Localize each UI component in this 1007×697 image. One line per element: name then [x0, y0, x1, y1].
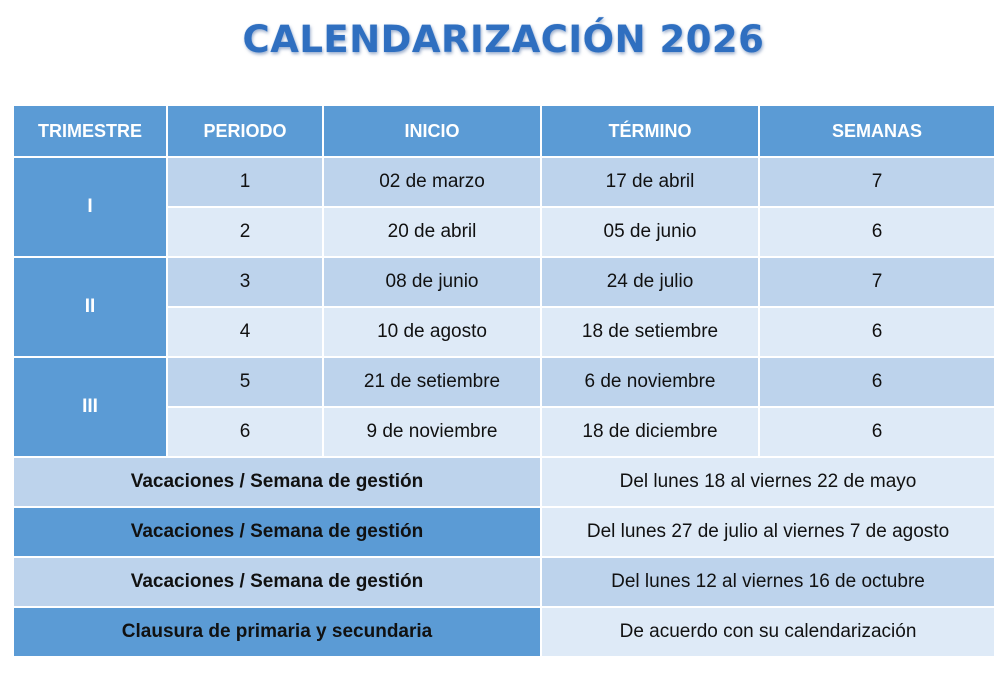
semanas-cell: 7 [759, 157, 995, 207]
semanas-cell: 6 [759, 307, 995, 357]
header-inicio: INICIO [323, 105, 541, 157]
event-row [13, 507, 995, 557]
semanas-cell: 6 [759, 407, 995, 457]
inicio-cell: 10 de agosto [323, 307, 541, 357]
event-row [13, 607, 995, 657]
event-row [13, 557, 995, 607]
event-value: De acuerdo con su calendarización [541, 607, 995, 657]
inicio-cell: 08 de junio [323, 257, 541, 307]
table-row [13, 357, 995, 407]
calendar-table [12, 104, 996, 658]
inicio-cell: 02 de marzo [323, 157, 541, 207]
termino-cell: 05 de junio [541, 207, 759, 257]
event-value: Del lunes 27 de julio al viernes 7 de agosto [541, 507, 995, 557]
table-row [13, 257, 995, 307]
event-row [13, 457, 995, 507]
termino-cell: 18 de diciembre [541, 407, 759, 457]
header-trimestre: TRIMESTRE [13, 105, 167, 157]
trimester-cell: III [13, 357, 167, 457]
header-termino: TÉRMINO [541, 105, 759, 157]
semanas-cell: 7 [759, 257, 995, 307]
event-value: Del lunes 18 al viernes 22 de mayo [541, 457, 995, 507]
trimester-cell: I [13, 157, 167, 257]
event-label: Clausura de primaria y secundaria [13, 607, 541, 657]
periodo-cell: 5 [167, 357, 323, 407]
event-label: Vacaciones / Semana de gestión [13, 557, 541, 607]
periodo-cell: 4 [167, 307, 323, 357]
termino-cell: 17 de abril [541, 157, 759, 207]
page-title: CALENDARIZACIÓN 2026 [242, 18, 765, 61]
termino-cell: 24 de julio [541, 257, 759, 307]
header-row [13, 105, 995, 157]
periodo-cell: 6 [167, 407, 323, 457]
header-periodo: PERIODO [167, 105, 323, 157]
inicio-cell: 9 de noviembre [323, 407, 541, 457]
semanas-cell: 6 [759, 207, 995, 257]
termino-cell: 18 de setiembre [541, 307, 759, 357]
table-row [13, 157, 995, 207]
event-label: Vacaciones / Semana de gestión [13, 457, 541, 507]
periodo-cell: 2 [167, 207, 323, 257]
semanas-cell: 6 [759, 357, 995, 407]
header-semanas: SEMANAS [759, 105, 995, 157]
periodo-cell: 1 [167, 157, 323, 207]
periodo-cell: 3 [167, 257, 323, 307]
inicio-cell: 21 de setiembre [323, 357, 541, 407]
termino-cell: 6 de noviembre [541, 357, 759, 407]
trimester-cell: II [13, 257, 167, 357]
inicio-cell: 20 de abril [323, 207, 541, 257]
event-label: Vacaciones / Semana de gestión [13, 507, 541, 557]
event-value: Del lunes 12 al viernes 16 de octubre [541, 557, 995, 607]
